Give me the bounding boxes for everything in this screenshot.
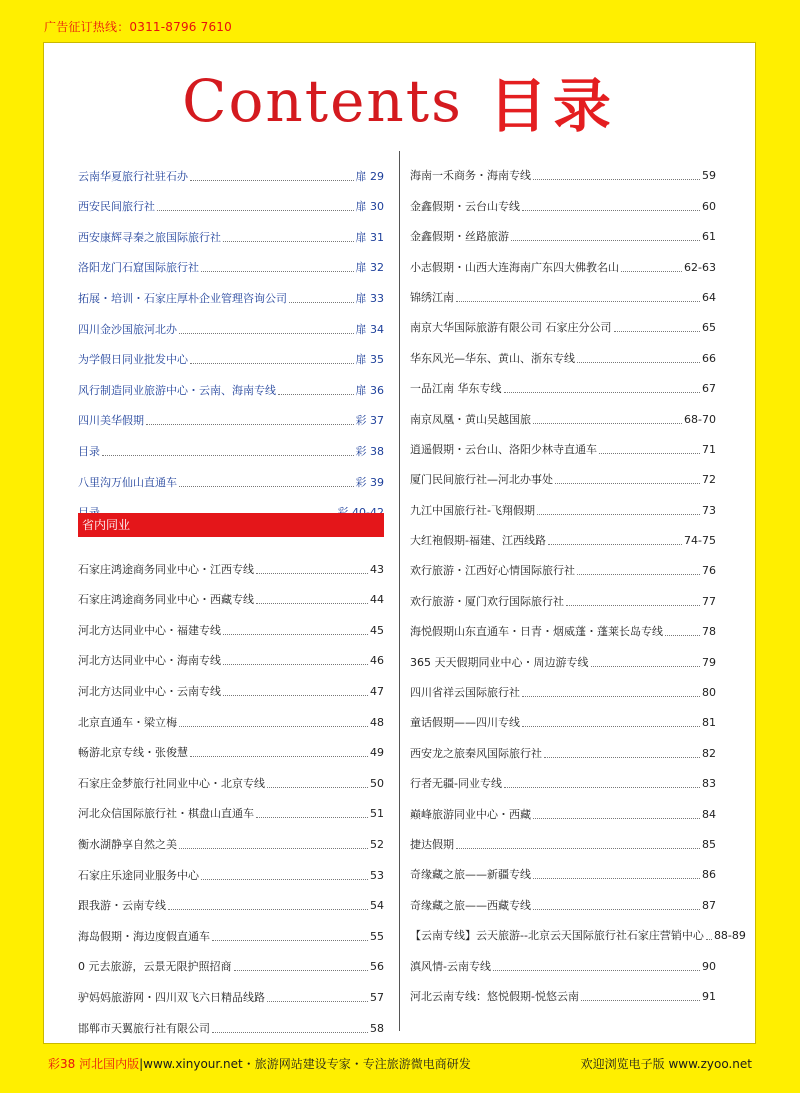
toc-entry-title: 洛阳龙门石窟国际旅行社	[78, 261, 199, 275]
column-divider	[399, 151, 400, 1031]
toc-entry-title: 八里沟万仙山直通车	[78, 475, 177, 489]
toc-entry-page: 44	[370, 593, 384, 607]
toc-entry[interactable]	[78, 638, 384, 669]
toc-entry-title: 逍遥假期・云台山、洛阳少林寺直通车	[410, 442, 597, 456]
toc-entry[interactable]	[78, 214, 384, 245]
toc-entry[interactable]	[78, 367, 384, 398]
toc-entry-title: 衡水湖静享自然之美	[78, 837, 177, 851]
toc-entry-title: 石家庄金梦旅行社同业中心・北京专线	[78, 776, 265, 790]
toc-entry-page: 88-89	[713, 929, 746, 943]
dot-leader	[533, 423, 682, 424]
toc-entry-page: 49	[370, 746, 384, 760]
toc-entry[interactable]	[78, 883, 384, 914]
dot-leader	[267, 787, 368, 788]
toc-entry-title: 金鑫假期・云台山专线	[410, 199, 520, 213]
dot-leader	[179, 726, 368, 727]
toc-entry-title: 奇缘藏之旅——西藏专线	[410, 898, 531, 912]
dot-leader	[577, 574, 700, 575]
dot-leader	[581, 1000, 700, 1001]
dot-leader	[190, 756, 368, 757]
toc-entry[interactable]	[410, 700, 716, 730]
toc-entry[interactable]	[78, 275, 384, 306]
toc-entry[interactable]	[78, 577, 384, 608]
toc-entry-title: 童话假期——四川专线	[410, 716, 520, 730]
dot-leader	[223, 241, 354, 242]
dot-leader	[201, 879, 368, 880]
toc-entry[interactable]	[410, 791, 716, 821]
dot-leader	[537, 514, 700, 515]
dot-leader	[621, 271, 682, 272]
toc-entry-title: 河北方达同业中心・福建专线	[78, 623, 221, 637]
toc-entry-page: 55	[370, 929, 384, 943]
toc-entry[interactable]	[410, 366, 716, 396]
toc-entry-title: 驴妈妈旅游网・四川双飞六日精品线路	[78, 990, 265, 1004]
toc-entry-page: 54	[370, 899, 384, 913]
toc-entry-title: 河北众信国际旅行社・棋盘山直通车	[78, 807, 254, 821]
toc-entry-title: 行者无疆-同业专线	[410, 777, 502, 791]
toc-entry-title: 为学假日同业批发中心	[78, 353, 188, 367]
toc-entry-page: 彩 39	[355, 475, 384, 489]
toc-entry-page: 62-63	[684, 260, 716, 274]
dot-leader	[223, 695, 368, 696]
toc-entry-page: 扉 29	[355, 169, 384, 183]
toc-entry-page: 83	[702, 777, 716, 791]
toc-entry[interactable]	[410, 153, 716, 183]
toc-entry-title: 小志假期・山西大连海南广东四大佛教名山	[410, 260, 619, 274]
toc-entry[interactable]	[410, 852, 716, 882]
dot-leader	[599, 453, 700, 454]
toc-entry-page: 80	[702, 686, 716, 700]
toc-entry[interactable]	[78, 730, 384, 761]
dot-leader	[256, 603, 368, 604]
contents-page	[43, 42, 756, 1044]
toc-entry-title: 四川金沙国旅河北办	[78, 322, 177, 336]
toc-entry[interactable]	[78, 184, 384, 215]
toc-entry[interactable]	[410, 730, 716, 760]
dot-leader	[614, 331, 701, 332]
toc-entry-page: 71	[702, 442, 716, 456]
page-title	[44, 59, 755, 143]
toc-entry-title: 四川美华假期	[78, 414, 144, 428]
dot-leader	[223, 634, 368, 635]
toc-entry[interactable]	[410, 427, 716, 457]
left-column-bottom-list	[78, 546, 384, 1036]
toc-entry-page: 48	[370, 715, 384, 729]
dot-leader	[522, 210, 700, 211]
dot-leader	[456, 301, 700, 302]
toc-entry[interactable]	[78, 153, 384, 184]
dot-leader	[533, 909, 700, 910]
toc-entry-title: 0 元去旅游，云景无限护照招商	[78, 960, 232, 974]
toc-entry-title: 拓展・培训・石家庄厚朴企业管理咨询公司	[78, 291, 287, 305]
footer-edition: 河北国内版	[79, 1057, 140, 1071]
toc-entry-page: 86	[702, 868, 716, 882]
left-column-top-list	[78, 153, 384, 520]
toc-entry-title: 云南华夏旅行社驻石办	[78, 169, 188, 183]
dot-leader	[533, 818, 700, 819]
toc-entry[interactable]	[78, 306, 384, 337]
toc-entry-page: 59	[702, 169, 716, 183]
toc-entry-page: 78	[702, 625, 716, 639]
toc-entry-title: 九江中国旅行社-飞翔假期	[410, 503, 535, 517]
dot-leader	[665, 635, 700, 636]
toc-entry[interactable]	[78, 428, 384, 459]
dot-leader	[278, 394, 354, 395]
toc-entry[interactable]	[78, 944, 384, 975]
toc-entry[interactable]	[410, 670, 716, 700]
footer-page-number: 彩38	[48, 1057, 76, 1071]
toc-entry[interactable]	[410, 609, 716, 639]
toc-entry-title: 跟我游・云南专线	[78, 899, 166, 913]
toc-entry-page: 扉 31	[355, 230, 384, 244]
toc-entry[interactable]	[410, 487, 716, 517]
toc-entry[interactable]	[410, 822, 716, 852]
dot-leader	[146, 424, 354, 425]
footer-slogan: |www.xinyour.net・旅游网站建设专家・专注旅游微电商研发	[139, 1057, 471, 1071]
dot-leader	[566, 605, 700, 606]
toc-entry-page: 45	[370, 623, 384, 637]
toc-entry[interactable]	[78, 546, 384, 577]
toc-entry[interactable]	[410, 457, 716, 487]
toc-entry-page: 68-70	[684, 412, 716, 426]
toc-entry-page: 50	[370, 776, 384, 790]
toc-entry[interactable]	[78, 607, 384, 638]
dot-leader	[223, 664, 368, 665]
toc-entry-title: 厦门民间旅行社—河北办事处	[410, 473, 553, 487]
toc-entry-page: 扉 33	[355, 291, 384, 305]
toc-entry[interactable]	[410, 518, 716, 548]
dot-leader	[102, 455, 354, 456]
dot-leader	[179, 333, 354, 334]
dot-leader	[548, 544, 682, 545]
right-column-list	[410, 153, 746, 1004]
toc-entry[interactable]	[78, 913, 384, 944]
toc-entry[interactable]	[410, 214, 716, 244]
toc-entry[interactable]	[78, 852, 384, 883]
toc-entry[interactable]	[78, 245, 384, 276]
toc-entry-title: 河北方达同业中心・海南专线	[78, 654, 221, 668]
toc-entry-title: 【云南专线】云天旅游--北京云天国际旅行社石家庄营销中心	[410, 929, 704, 943]
toc-entry-page: 90	[702, 959, 716, 973]
toc-entry-page: 扉 35	[355, 353, 384, 367]
dot-leader	[212, 1032, 368, 1033]
toc-entry[interactable]	[78, 699, 384, 730]
dot-leader	[706, 939, 712, 940]
toc-entry-title: 风行制造同业旅游中心・云南、海南专线	[78, 383, 276, 397]
toc-entry-page: 81	[702, 716, 716, 730]
footer-ebook-link[interactable]: 欢迎浏览电子版 www.zyoo.net	[580, 1057, 752, 1071]
dot-leader	[190, 363, 354, 364]
dot-leader	[157, 210, 354, 211]
dot-leader	[456, 848, 700, 849]
toc-entry-title: 石家庄乐途同业服务中心	[78, 868, 199, 882]
toc-entry[interactable]	[78, 459, 384, 490]
toc-entry-title: 欢行旅游・厦门欢行国际旅行社	[410, 594, 564, 608]
dot-leader	[168, 909, 368, 910]
toc-entry-title: 南京凤凰・黄山吴越国旅	[410, 412, 531, 426]
toc-entry-title: 南京大华国际旅游有限公司 石家庄分公司	[410, 321, 612, 335]
toc-entry-title: 滇风情-云南专线	[410, 959, 491, 973]
toc-entry-page: 58	[370, 1021, 384, 1035]
toc-entry-page: 79	[702, 655, 716, 669]
toc-entry[interactable]	[410, 639, 716, 669]
toc-entry-title: 畅游北京专线・张俊慧	[78, 746, 188, 760]
toc-entry[interactable]	[410, 183, 716, 213]
dot-leader	[533, 179, 700, 180]
toc-entry-title: 奇缘藏之旅——新疆专线	[410, 868, 531, 882]
toc-entry[interactable]	[410, 974, 716, 1004]
toc-entry-page: 彩 38	[355, 444, 384, 458]
toc-entry-page: 57	[370, 990, 384, 1004]
title-english: Contents	[182, 67, 463, 135]
toc-entry-page: 66	[702, 351, 716, 365]
toc-entry-page: 64	[702, 290, 716, 304]
toc-entry-title: 金鑫假期・丝路旅游	[410, 230, 509, 244]
dot-leader	[591, 666, 701, 667]
dot-leader	[289, 302, 354, 303]
toc-entry-page: 74-75	[684, 534, 716, 548]
toc-entry-title: 大红袍假期-福建、江西线路	[410, 534, 546, 548]
toc-entry-title: 华东风光—华东、黄山、浙东专线	[410, 351, 575, 365]
toc-entry-title: 捷达假期	[410, 837, 454, 851]
dot-leader	[522, 726, 700, 727]
toc-entry-title: 海岛假期・海边度假直通车	[78, 929, 210, 943]
toc-entry[interactable]	[78, 791, 384, 822]
dot-leader	[522, 696, 700, 697]
toc-entry[interactable]	[78, 821, 384, 852]
toc-entry-title: 河北方达同业中心・云南专线	[78, 684, 221, 698]
toc-entry-title: 巅峰旅游同业中心・西藏	[410, 807, 531, 821]
toc-entry-page: 61	[702, 230, 716, 244]
toc-entry-page: 扉 34	[355, 322, 384, 336]
dot-leader	[256, 573, 368, 574]
toc-entry-page: 72	[702, 473, 716, 487]
toc-entry[interactable]	[410, 244, 716, 274]
toc-entry-title: 四川省祥云国际旅行社	[410, 686, 520, 700]
toc-entry-title: 邯郸市天翼旅行社有限公司	[78, 1021, 210, 1035]
toc-entry-title: 西安龙之旅秦风国际旅行社	[410, 746, 542, 760]
toc-entry-page: 47	[370, 684, 384, 698]
toc-entry-title: 365 天天假期同业中心・周边游专线	[410, 655, 589, 669]
toc-entry-page: 53	[370, 868, 384, 882]
dot-leader	[190, 180, 354, 181]
toc-entry[interactable]	[410, 275, 716, 305]
toc-entry-page: 76	[702, 564, 716, 578]
toc-entry[interactable]	[78, 398, 384, 429]
toc-entry-page: 60	[702, 199, 716, 213]
toc-entry[interactable]	[78, 760, 384, 791]
toc-entry[interactable]	[410, 578, 716, 608]
toc-entry-page: 彩 37	[355, 414, 384, 428]
toc-entry-page: 82	[702, 746, 716, 760]
dot-leader	[533, 878, 700, 879]
toc-entry[interactable]	[410, 548, 716, 578]
dot-leader	[234, 970, 369, 971]
toc-entry[interactable]	[410, 882, 716, 912]
toc-entry-title: 河北云南专线：悠悦假期-悦悠云南	[410, 989, 579, 1003]
toc-entry-title: 石家庄鸿途商务同业中心・西藏专线	[78, 593, 254, 607]
toc-entry-title: 海南一禾商务・海南专线	[410, 169, 531, 183]
dot-leader	[577, 362, 700, 363]
dot-leader	[493, 970, 700, 971]
toc-entry-page: 77	[702, 594, 716, 608]
title-chinese: 目录	[488, 72, 617, 140]
toc-entry-page: 扉 36	[355, 383, 384, 397]
page-footer	[48, 1055, 754, 1072]
dot-leader	[256, 817, 368, 818]
dot-leader	[212, 940, 368, 941]
toc-entry[interactable]	[410, 761, 716, 791]
toc-entry-title: 西安民间旅行社	[78, 200, 155, 214]
toc-entry-page: 85	[702, 837, 716, 851]
toc-entry-page: 46	[370, 654, 384, 668]
dot-leader	[201, 271, 354, 272]
toc-entry[interactable]	[410, 943, 716, 973]
toc-entry-title: 欢行旅游・江西好心情国际旅行社	[410, 564, 575, 578]
toc-entry-title: 一品江南 华东专线	[410, 382, 502, 396]
toc-entry-page: 56	[370, 960, 384, 974]
toc-entry-page: 扉 30	[355, 200, 384, 214]
toc-entry-title: 海悦假期山东直通车・日青・烟威蓬・蓬莱长岛专线	[410, 625, 663, 639]
toc-entry-title: 西安康辉寻秦之旅国际旅行社	[78, 230, 221, 244]
dot-leader	[267, 1001, 368, 1002]
toc-entry-page: 84	[702, 807, 716, 821]
toc-entry[interactable]	[78, 668, 384, 699]
dot-leader	[544, 757, 700, 758]
toc-entry-page: 91	[702, 989, 716, 1003]
toc-entry[interactable]	[78, 974, 384, 1005]
toc-entry-page: 52	[370, 837, 384, 851]
toc-entry-title: 目录	[78, 444, 100, 458]
toc-entry-page: 67	[702, 382, 716, 396]
dot-leader	[504, 392, 701, 393]
toc-entry-page: 87	[702, 898, 716, 912]
toc-entry[interactable]	[78, 337, 384, 368]
toc-entry-title: 北京直通车・梁立梅	[78, 715, 177, 729]
toc-entry[interactable]	[410, 335, 716, 365]
toc-entry-title: 石家庄鸿途商务同业中心・江西专线	[78, 562, 254, 576]
dot-leader	[179, 486, 354, 487]
toc-entry-page: 51	[370, 807, 384, 821]
toc-entry-page: 65	[702, 321, 716, 335]
toc-entry-page: 扉 32	[355, 261, 384, 275]
ad-hotline: 广告征订热线：0311-8796 7610	[44, 20, 232, 34]
toc-entry[interactable]	[78, 1005, 384, 1036]
toc-entry-title: 锦绣江南	[410, 290, 454, 304]
section-header-provincial: 省内同业	[78, 513, 384, 537]
dot-leader	[511, 240, 700, 241]
toc-entry[interactable]	[410, 305, 716, 335]
dot-leader	[179, 848, 368, 849]
dot-leader	[555, 483, 700, 484]
toc-entry[interactable]	[410, 396, 716, 426]
dot-leader	[504, 787, 700, 788]
toc-entry-page: 43	[370, 562, 384, 576]
toc-entry[interactable]	[410, 913, 746, 943]
toc-entry-page: 73	[702, 503, 716, 517]
